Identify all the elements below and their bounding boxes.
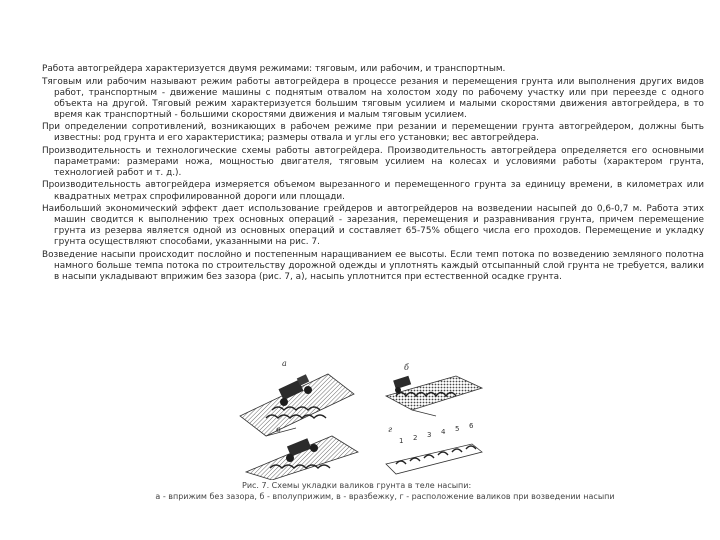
paragraph-2: Тяговым или рабочим называют режим работы автогрейдера в процессе резания и перемещения грунта или выполнения других видов работ, транспортным - движение машины с поднятым отвалом на холостом ходу по рабочему участку или при переезде с одного объекта на другой. Тяговый режим характеризуется большим тяговым усилием и малыми скоростями движения автогрейдера, в то время как транспортный - большими скоростями движения и малым тяговым усилием. [42, 76, 704, 120]
number-2: 2 [413, 434, 418, 442]
scheme-a [240, 374, 354, 436]
number-3: 3 [427, 431, 432, 439]
number-6: 6 [469, 422, 474, 430]
paragraph-5: Производительность автогрейдера измеряется объемом вырезанного и перемещенного грунта за единицу времени, в километрах или квадратных метрах спрофилированной дороги или площади. [42, 180, 704, 202]
paragraph-1: Работа автогрейдера характеризуется двумя режимами: тяговым, или рабочим, и транспортным. [42, 64, 506, 74]
number-4: 4 [441, 428, 446, 436]
grader-schemes-figure [236, 356, 486, 480]
scheme-v [246, 436, 358, 480]
number-5: 5 [455, 425, 460, 433]
paragraph-4: Производительность и технологические схемы работы автогрейдера. Производительность автогрейдера определяется его основными параметрами: размерами ножа, мощностью двигателя, тяговым усилием на колесах и условиями работы (характером грунта, технологией работ и т. д.). [42, 145, 704, 178]
label-v: в [276, 425, 281, 434]
figure-caption [150, 480, 620, 502]
caption-title: Рис. 7. Схемы укладки валиков грунта в теле насыпи: [242, 481, 472, 490]
paragraph-6: Наибольший экономический эффект дает использование грейдеров и автогрейдеров на возведении насыпей до 0,6-0,7 м. Работа этих машин сводится к выполнению трех основных операций - зарезания, перемещения и разравнивания грунта, причем перемещение грунта из резерва является одной из основных операций и составляет 65-75% общего числа его проходов. Перемещение и укладку грунта осуществляют способами, указанными на рис. 7. [42, 204, 704, 248]
paragraph-7: Возведение насыпи происходит послойно и постепенным наращиванием ее высоты. Если темп потока по возведению земляного полотна намного больше темпа потока по строительству дорожной одежды и уплотнять каждый отсыпанный слой грунта не требуется, валики в насыпи укладывают вприжим без зазора (рис. 7, а), насыпь уплотнится при естественной осадке грунта. [42, 249, 704, 282]
caption-text: а - вприжим без зазора, б - вполуприжим, в - вразбежку, г - расположение валиков при возведении насыпи [155, 492, 615, 501]
scheme-g [386, 422, 482, 474]
number-1: 1 [399, 437, 404, 445]
label-a: а [282, 359, 287, 368]
label-g: г [388, 425, 393, 434]
paragraph-3: При определении сопротивлений, возникающих в рабочем режиме при резании и перемещении грунта автогрейдером, должны быть известны: род грунта и его характеристика; размеры отвала и углы его установки; вес автогрейдера. [42, 122, 704, 144]
label-b: б [404, 363, 409, 372]
scheme-b [386, 376, 482, 416]
text-block [42, 64, 704, 284]
